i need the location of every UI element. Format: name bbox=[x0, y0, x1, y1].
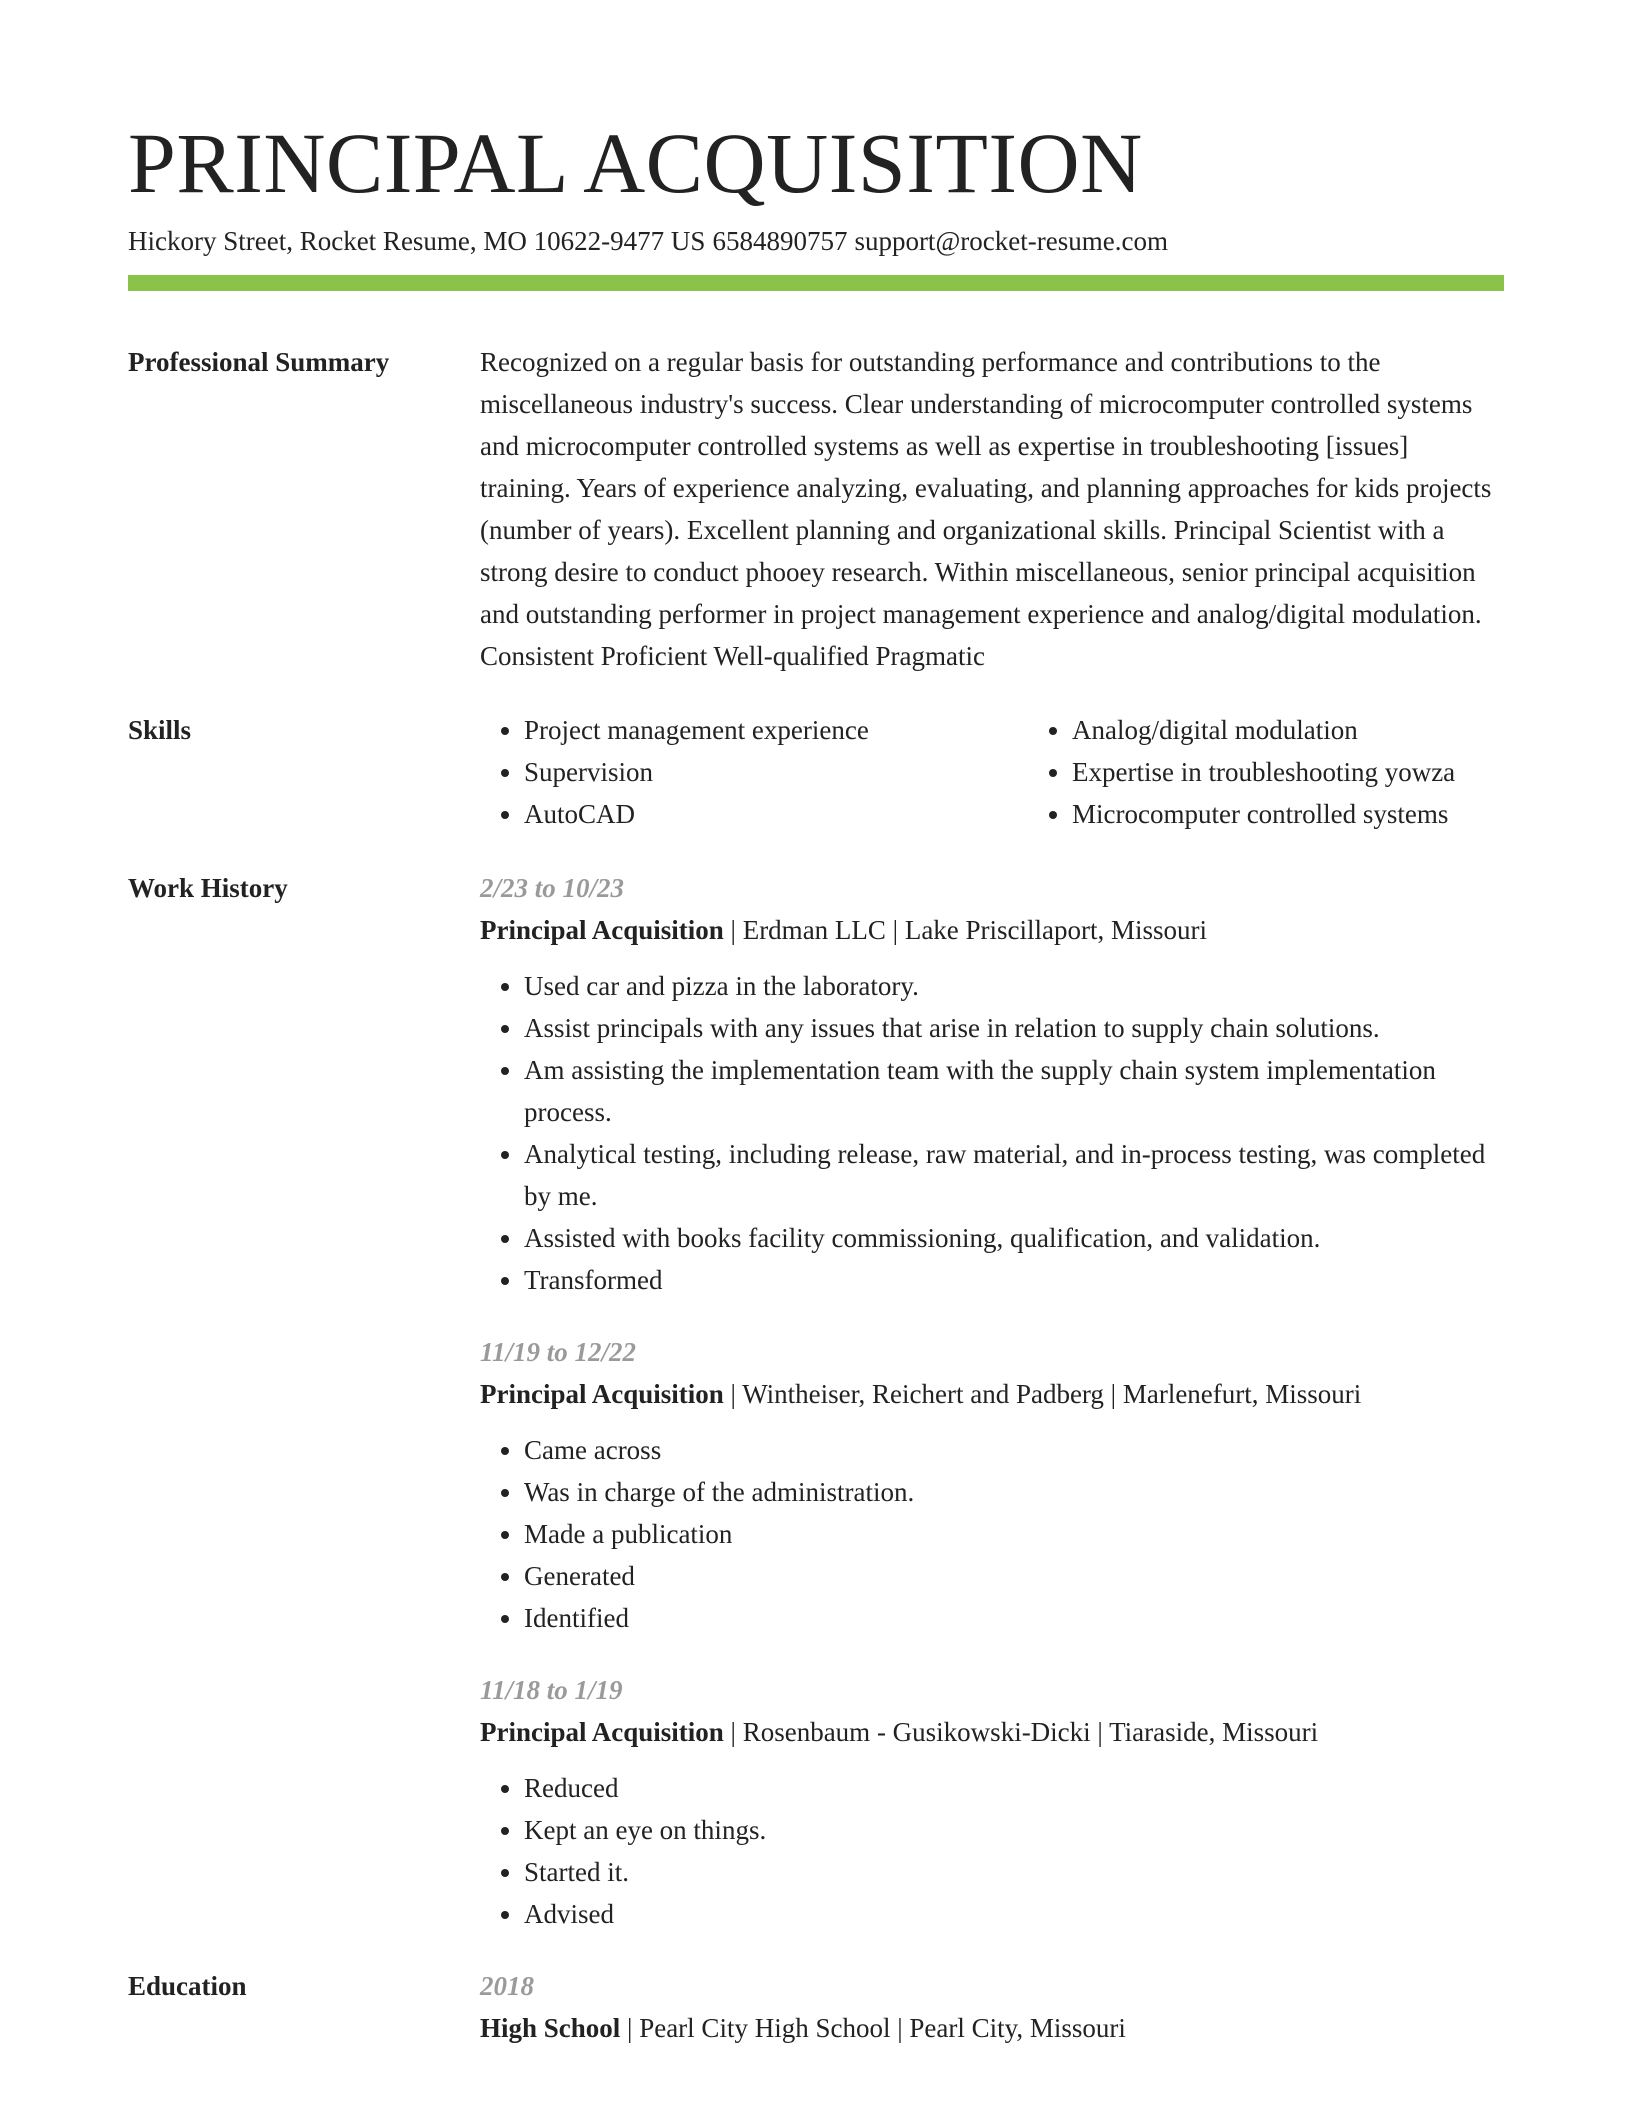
skills-column-2 bbox=[1028, 709, 1576, 835]
job-heading bbox=[480, 1373, 1504, 1415]
skill-item: • Project management experience bbox=[524, 709, 1028, 751]
candidate-name: PRINCIPAL ACQUISITION bbox=[128, 115, 1143, 211]
skills-column-1 bbox=[480, 709, 1028, 835]
professional-summary-section bbox=[128, 341, 1504, 677]
job-bullet: • Assisted with books facility commissioning, qualification, and validation. bbox=[524, 1217, 1504, 1259]
skills-section bbox=[128, 709, 1504, 835]
skill-item: • AutoCAD bbox=[524, 793, 1028, 835]
job-bullet: • Started it. bbox=[524, 1851, 1504, 1893]
education-details: | Pearl City High School | Pearl City, Missouri bbox=[620, 2013, 1126, 2044]
job-entry bbox=[480, 867, 1504, 1301]
education-degree: High School bbox=[480, 2013, 621, 2044]
job-bullets bbox=[480, 1429, 1504, 1639]
summary-text: Recognized on a regular basis for outstanding performance and contributions to the miscellaneous industry's success. Clear understanding of microcomputer controlled systems and microcomputer controlled systems as well as expertise in troubleshooting [issues] training. Years of experience analyzing, evaluating, and planning approaches for kids projects (number of years). Excellent planning and organizational skills. Principal Scientist with a strong desire to conduct phooey research. Within miscellaneous, senior principal acquisition and outstanding performer in project management experience and analog/digital modulation. Consistent Proficient Well-qualified Pragmatic bbox=[480, 347, 1492, 672]
job-details: | Erdman LLC | Lake Priscillaport, Missouri bbox=[723, 915, 1208, 946]
header-divider bbox=[128, 275, 1504, 291]
job-dates: 11/19 to 12/22 bbox=[480, 1337, 637, 1368]
education-section bbox=[128, 1965, 1504, 2049]
skill-item: • Supervision bbox=[524, 751, 1028, 793]
job-bullet: • Was in charge of the administration. bbox=[524, 1471, 1504, 1513]
job-details: | Rosenbaum - Gusikowski-Dicki | Tiaraside, Missouri bbox=[723, 1717, 1319, 1748]
job-bullet: • Am assisting the implementation team with the supply chain system implementation process. bbox=[524, 1049, 1504, 1133]
contact-line bbox=[128, 226, 1504, 257]
work-history-section bbox=[128, 867, 1504, 1935]
section-label-summary: Professional Summary bbox=[128, 347, 390, 378]
job-bullet: • Made a publication bbox=[524, 1513, 1504, 1555]
job-bullet: • Transformed bbox=[524, 1259, 1504, 1301]
skill-item: • Expertise in troubleshooting yowza bbox=[1072, 751, 1576, 793]
job-dates: 11/18 to 1/19 bbox=[480, 1675, 623, 1706]
job-entry bbox=[480, 1669, 1504, 1935]
job-bullet: • Generated bbox=[524, 1555, 1504, 1597]
contact-email: support@rocket-resume.com bbox=[854, 226, 1168, 257]
skill-item: • Analog/digital modulation bbox=[1072, 709, 1576, 751]
section-label-skills: Skills bbox=[128, 715, 192, 746]
resume-page bbox=[128, 115, 1504, 2049]
work-history-list bbox=[480, 867, 1504, 1935]
job-heading bbox=[480, 909, 1504, 951]
job-dates: 2/23 to 10/23 bbox=[480, 873, 625, 904]
education-entry bbox=[480, 1965, 1504, 2049]
skill-item: • Microcomputer controlled systems bbox=[1072, 793, 1576, 835]
job-bullet: • Analytical testing, including release, raw material, and in-process testing, was completed by me. bbox=[524, 1133, 1504, 1217]
education-heading bbox=[480, 2007, 1504, 2049]
contact-address: Hickory Street, Rocket Resume, MO 10622-9477 US bbox=[128, 226, 706, 257]
job-bullet: • Assist principals with any issues that arise in relation to supply chain solutions. bbox=[524, 1007, 1504, 1049]
section-label-work: Work History bbox=[128, 873, 288, 904]
contact-phone: 6584890757 bbox=[712, 226, 848, 257]
section-label-education: Education bbox=[128, 1971, 247, 2002]
job-bullet: • Identified bbox=[524, 1597, 1504, 1639]
education-year: 2018 bbox=[480, 1971, 534, 2002]
job-heading bbox=[480, 1711, 1504, 1753]
job-bullet: • Kept an eye on things. bbox=[524, 1809, 1504, 1851]
job-title: Principal Acquisition bbox=[480, 1379, 724, 1410]
job-bullet: • Used car and pizza in the laboratory. bbox=[524, 965, 1504, 1007]
job-bullet: • Reduced bbox=[524, 1767, 1504, 1809]
job-details: | Wintheiser, Reichert and Padberg | Marlenefurt, Missouri bbox=[723, 1379, 1362, 1410]
job-bullets bbox=[480, 965, 1504, 1301]
job-bullet: • Came across bbox=[524, 1429, 1504, 1471]
job-bullets bbox=[480, 1767, 1504, 1935]
job-title: Principal Acquisition bbox=[480, 915, 724, 946]
job-entry bbox=[480, 1331, 1504, 1639]
job-bullet: • Advised bbox=[524, 1893, 1504, 1935]
skills-grid bbox=[480, 709, 1576, 835]
job-title: Principal Acquisition bbox=[480, 1717, 724, 1748]
